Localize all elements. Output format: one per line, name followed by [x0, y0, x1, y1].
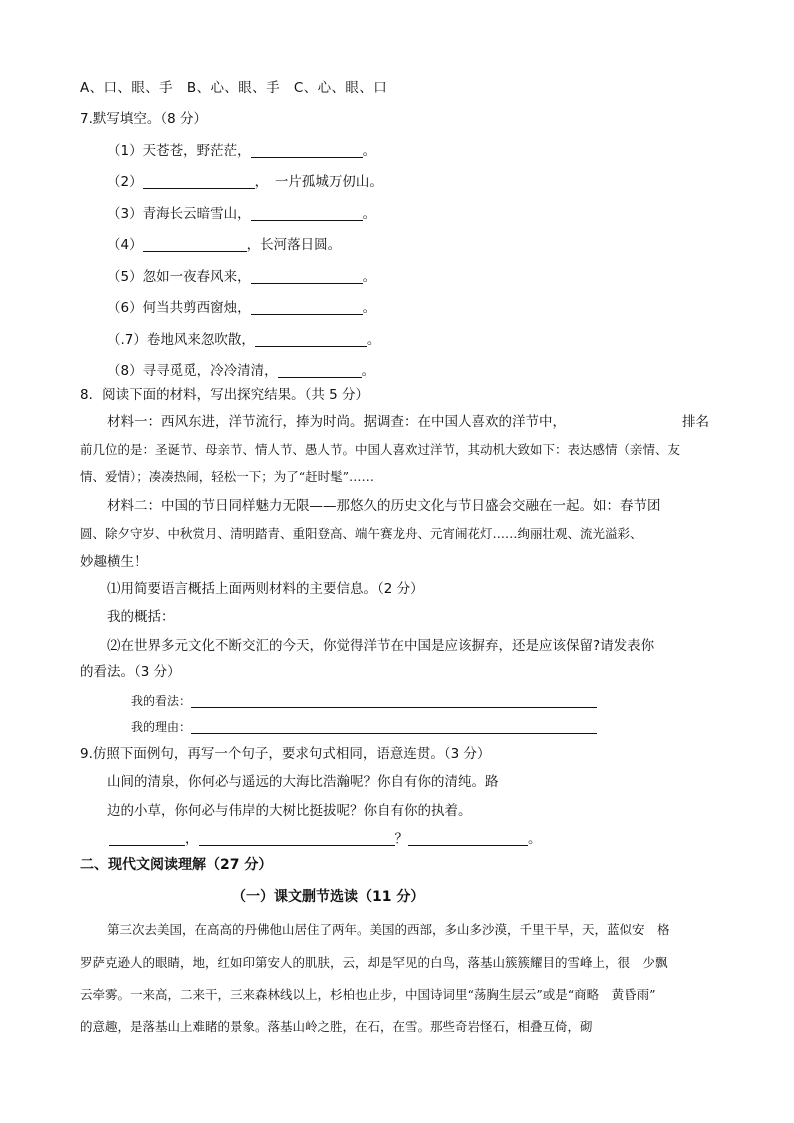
q7-item-6: （6）何当共剪西窗烛， 。: [107, 300, 377, 316]
q7-item-7: （.7）卷地风来忽吹散， 。: [107, 332, 381, 348]
item-number: （3）: [107, 206, 143, 222]
reason-label: 我的理由：: [131, 720, 192, 734]
section-2-subtitle: （一）课文删节选读（11 分）: [232, 889, 425, 905]
q9-example-line-2: 边的小草，你何必与伟岸的大树比挺拔呢？你自有你的执着。: [107, 803, 472, 819]
answer-blank[interactable]: [143, 174, 255, 189]
section-2-title: 二、现代文阅读理解（27 分）: [80, 857, 273, 873]
answer-blank[interactable]: [143, 237, 247, 252]
q9-title: 9.仿照下面例句，再写一个句子，要求句式相同，语意连贯。（3 分）: [80, 746, 491, 762]
q7-title: 7.默写填空。（8 分）: [80, 111, 208, 127]
answer-blank[interactable]: [251, 206, 363, 221]
item-prompt: 忽如一夜春风来，: [142, 269, 251, 285]
material-1-line-1-end: 排名: [682, 414, 709, 430]
item-number: （5）: [107, 269, 143, 285]
material-2-line-1: 材料二：中国的节日同样魅力无限——那悠久的历史文化与节日盛会交融在一起。如：春节团: [107, 498, 661, 514]
answer-blank[interactable]: [255, 332, 367, 347]
item-number: （6）: [107, 300, 143, 316]
material-1-line-2: 前几位的是：圣诞节、母亲节、情人节、愚人节。中国人喜欢过洋节，其动机大致如下：表达感情（亲情、友: [80, 442, 681, 457]
q8-sub-1-answer-label: 我的概括：: [107, 609, 175, 625]
passage-line-3: 云牵雾。一来高，二来干，三来森林线以上，杉柏也止步，中国诗词里“荡胸生层云”或是“商略 黄昏雨”: [80, 987, 656, 1002]
item-prompt: 寻寻觅觅，冷冷清清，: [142, 363, 278, 379]
q7-item-2: [107, 173, 383, 191]
q8-sub-1: ⑴用简要语言概括上面两则材料的主要信息。（2 分）: [107, 581, 424, 597]
q7-item-1: （1）天苍苍，野茫茫， 。: [107, 143, 377, 159]
item-prompt: 天苍苍，野茫茫，: [142, 143, 251, 159]
passage-line-2: 罗萨克逊人的眼睛，地，红如印第安人的肌肤，云，却是罕见的白鸟，落基山簇簇耀目的雪峰上，很 少飘: [80, 955, 668, 970]
item-prompt: 何当共剪西窗烛，: [142, 300, 251, 316]
item-prompt: 青海长云暗雪山，: [142, 206, 251, 222]
reason-answer-line[interactable]: [191, 721, 597, 734]
q7-item-3: （3）青海长云暗雪山， 。: [107, 206, 377, 222]
answer-blank[interactable]: [251, 300, 363, 315]
material-1-line-1: 材料一：西风东进，洋节流行，捧为时尚。据调查：在中国人喜欢的洋节中，: [107, 414, 566, 430]
passage-line-4: 的意趣，是落基山上难睹的景象。落基山岭之胜，在石，在雪。那些奇岩怪石，相叠互倚，砌: [80, 1019, 593, 1034]
q7-item-5: （5）忽如一夜春风来， 。: [107, 269, 377, 285]
opinion-label: 我的看法：: [131, 694, 192, 708]
q6-options: A、口、眼、手 B、心、眼、手 C、心、眼、口: [80, 80, 388, 96]
item-number: （.7）: [107, 332, 147, 348]
q9-answer-row: ， ？ 。: [109, 830, 542, 848]
item-prompt: ，长河落日圆。: [246, 237, 342, 253]
q7-item-4: [107, 236, 341, 254]
item-prompt: 卷地风来忽吹散，: [146, 332, 255, 348]
q7-item-8: （8）寻寻觅觅，冷冷清清， 。: [107, 363, 376, 379]
answer-blank[interactable]: [251, 143, 363, 158]
item-number: （1）: [107, 143, 143, 159]
material-2-line-3: 妙趣横生！: [80, 554, 148, 570]
q8-sub-2-line-2: 的看法。（3 分）: [80, 664, 181, 680]
reason-row: [131, 718, 597, 736]
answer-blank-1[interactable]: [109, 831, 185, 846]
answer-blank[interactable]: [251, 269, 363, 284]
opinion-row: [131, 692, 597, 710]
item-number: （4）: [107, 237, 143, 253]
opinion-answer-line[interactable]: [191, 695, 597, 708]
q8-title: 8．阅读下面的材料，写出探究结果。（共 5 分）: [80, 387, 370, 403]
q8-sub-2-line-1: ⑵在世界多元文化不断交汇的今天，你觉得洋节在中国是应该摒弃，还是应该保留?请发表你: [107, 638, 655, 654]
answer-blank-2[interactable]: [199, 831, 395, 846]
item-prompt: ， 一片孤城万仞山。: [254, 174, 383, 190]
material-2-line-2: 圆、除夕守岁、中秋赏月、清明踏青、重阳登高、端午赛龙舟、元宵闹花灯……绚丽壮观、流光溢彩、: [80, 526, 643, 541]
material-1-line-3: 情、爱情）；凑凑热闹，轻松一下；为了“赶时髦”……: [80, 469, 375, 484]
item-number: （8）: [107, 363, 143, 379]
passage-line-1: 第三次去美国，在高高的丹佛他山居住了两年。美国的西部，多山多沙漠，千里干旱，天，蓝似安 格: [107, 922, 670, 937]
answer-blank-3[interactable]: [408, 831, 528, 846]
answer-blank[interactable]: [278, 363, 362, 378]
q9-example-line-1: 山间的清泉，你何必与遥远的大海比浩瀚呢？你自有你的清纯。路: [107, 774, 499, 790]
item-number: （2）: [107, 174, 143, 190]
